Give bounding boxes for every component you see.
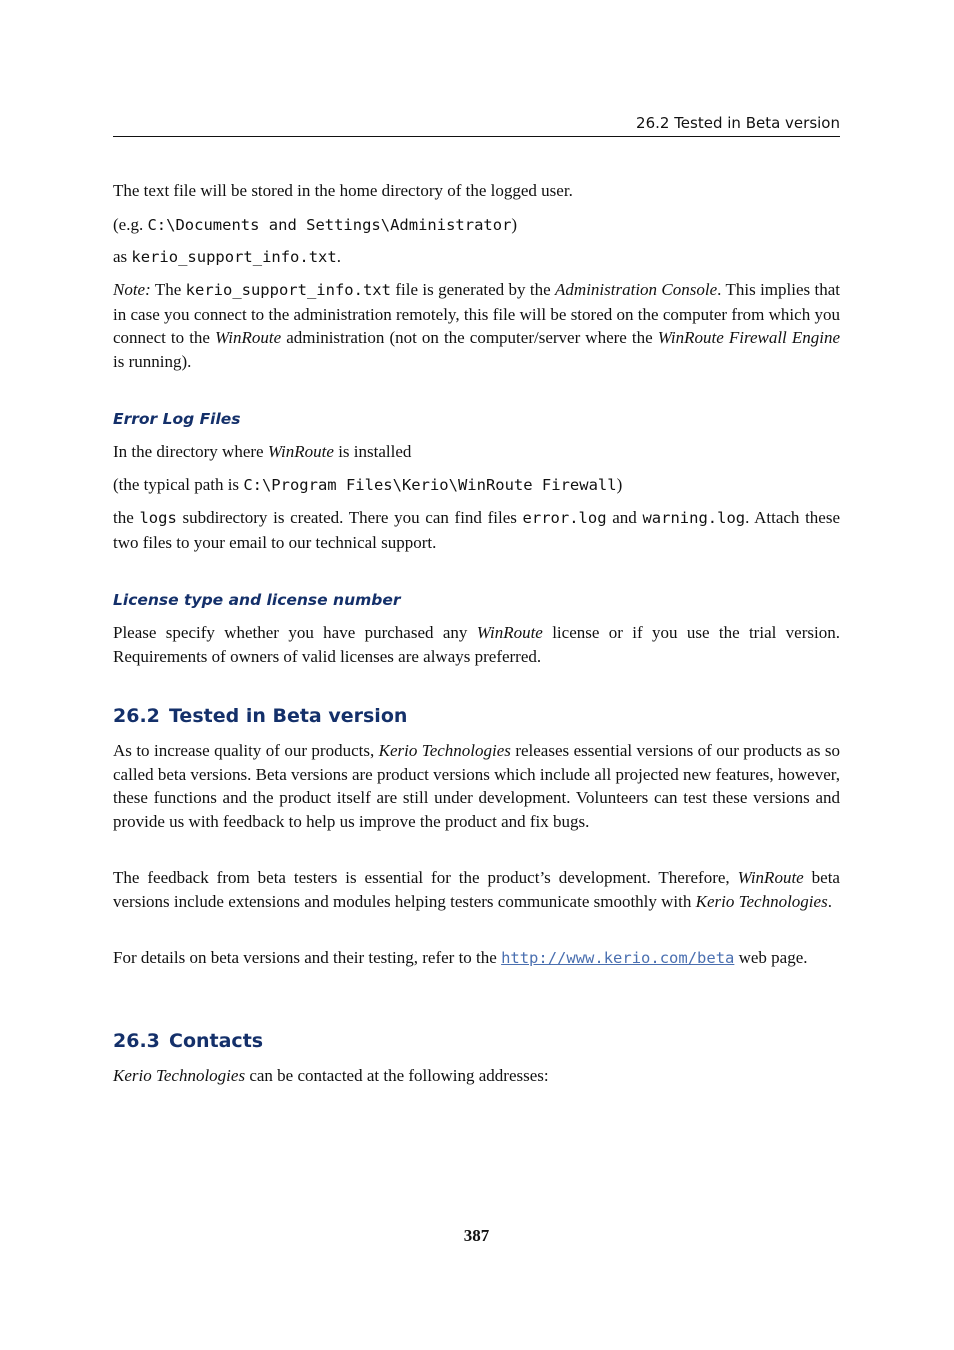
paragraph-file-name: as kerio_support_info.txt.	[113, 247, 341, 266]
paragraph-beta-intro: As to increase quality of our products, Kerio Technologies releases essential versions of our products as so called beta versions. Beta versions are product versions which include all projected new features, however, these functions and the product itself are still under development. Volunteers can test these versions and provide us with feedback to help us improve the product and fix bugs.	[113, 741, 840, 832]
paragraph-example-path: (e.g. C:\Documents and Settings\Administrator)	[113, 215, 518, 234]
paragraph-note: Note: The kerio_support_info.txt file is generated by the Administration Console. This implies that in case you connect to the administration remotely, this file will be stored on the computer from which you connect to the WinRoute administration (not on the computer/server where the WinRoute Firewall Engine is running).	[113, 280, 840, 372]
paragraph-beta-feedback: The feedback from beta testers is essential for the product’s development. Therefore, WinRoute beta versions include extensions and modules helping testers communicate smoothly with Kerio Technologies.	[113, 868, 840, 911]
paragraph-install-directory: In the directory where WinRoute is installed	[113, 442, 412, 461]
section-number: 26.3	[113, 1030, 160, 1052]
section-title: Contacts	[169, 1030, 264, 1052]
page-number: 387	[463, 1226, 490, 1245]
section-number: 26.2	[113, 705, 160, 727]
paragraph-text-file-location: The text file will be stored in the home directory of the logged user.	[113, 181, 573, 200]
running-header: 26.2 Tested in Beta version	[113, 114, 840, 137]
paragraph-contacts: Kerio Technologies can be contacted at the following addresses:	[113, 1066, 549, 1085]
paragraph-log-files: the logs subdirectory is created. There you can find files error.log and warning.log. Attach these two files to your email to our technical support.	[113, 508, 841, 552]
note-label: Note:	[113, 280, 151, 299]
paragraph-license: Please specify whether you have purchased any WinRoute license or if you use the trial version. Requirements of owners of valid licenses are always preferred.	[113, 623, 840, 666]
section-heading-beta	[113, 705, 407, 727]
beta-link[interactable]: http://www.kerio.com/beta	[501, 949, 735, 967]
paragraph-beta-details: For details on beta versions and their testing, refer to the http://www.kerio.com/beta web page.	[113, 948, 808, 967]
section-heading-contacts	[113, 1030, 263, 1052]
section-title: Tested in Beta version	[169, 705, 408, 727]
subheading-license: License type and license number	[113, 591, 401, 609]
paragraph-typical-path: (the typical path is C:\Program Files\Kerio\WinRoute Firewall)	[113, 475, 623, 494]
subheading-error-log-files: Error Log Files	[113, 410, 241, 428]
